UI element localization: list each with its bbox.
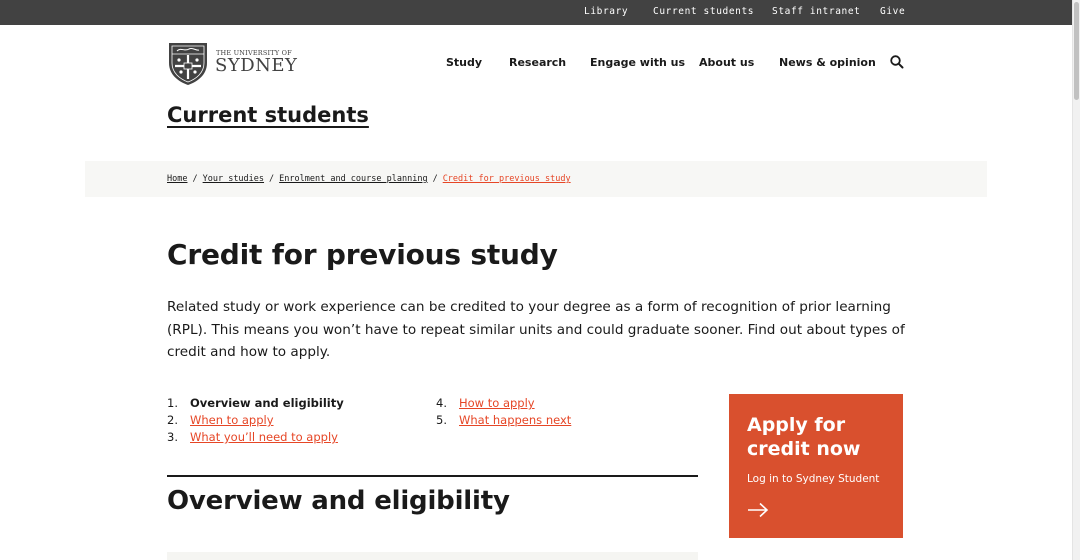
utility-link-library[interactable]: Library xyxy=(584,6,629,17)
breadcrumb-current[interactable]: Credit for previous study xyxy=(442,174,571,184)
arrow-right-icon xyxy=(747,502,769,518)
toc-link-what-you-need[interactable]: What you’ll need to apply xyxy=(190,430,338,444)
breadcrumb-separator: / xyxy=(432,174,438,184)
content-panel-top xyxy=(167,552,698,560)
breadcrumb-separator: / xyxy=(192,174,198,184)
toc-item-overview xyxy=(167,395,344,412)
logo-text-small: THE UNIVERSITY OF xyxy=(216,49,292,57)
breadcrumb-your-studies[interactable]: Your studies xyxy=(202,174,265,184)
apply-credit-cta[interactable] xyxy=(729,394,903,538)
search-button[interactable] xyxy=(889,54,905,70)
breadcrumb-home[interactable]: Home xyxy=(167,174,188,184)
section-divider xyxy=(167,475,698,477)
toc-item-how-to-apply xyxy=(436,395,571,412)
page-intro: Related study or work experience can be credited to your degree as a form of recognition of prior learning (RPL). This means you won’t have to repeat similar units and could graduate sooner. Find out about types of credit and how to apply. xyxy=(167,299,905,360)
breadcrumb-separator: / xyxy=(269,174,275,184)
toc-column-2 xyxy=(436,395,571,429)
toc-number: 1. xyxy=(167,396,178,410)
logo-text-large: SYDNEY xyxy=(215,55,298,76)
breadcrumb-enrolment[interactable]: Enrolment and course planning xyxy=(279,174,428,184)
utility-bar xyxy=(0,0,1072,25)
utility-link-staff-intranet[interactable]: Staff intranet xyxy=(772,6,861,17)
breadcrumb xyxy=(85,161,987,197)
nav-item-news-opinion[interactable]: News & opinion xyxy=(779,56,876,69)
cta-title: Apply for credit now xyxy=(747,414,861,460)
toc-item-what-happens-next xyxy=(436,412,571,429)
toc-number: 3. xyxy=(167,430,178,444)
page-scrollbar[interactable] xyxy=(1072,0,1080,560)
toc-column-1 xyxy=(167,395,344,446)
toc-number: 2. xyxy=(167,413,178,427)
nav-item-engage-with-us[interactable]: Engage with us xyxy=(590,56,686,69)
toc-link-when-to-apply[interactable]: When to apply xyxy=(190,413,274,427)
section-heading: Overview and eligibility xyxy=(167,486,510,516)
site-title[interactable]: Current students xyxy=(167,103,369,127)
utility-link-give[interactable]: Give xyxy=(880,6,906,17)
nav-item-about-us[interactable]: About us xyxy=(699,56,755,69)
toc-number: 5. xyxy=(436,413,447,427)
toc-item-when-to-apply xyxy=(167,412,344,429)
nav-item-research[interactable]: Research xyxy=(509,56,567,69)
search-icon xyxy=(889,54,905,70)
breadcrumb-trail xyxy=(167,174,571,184)
toc-current-label: Overview and eligibility xyxy=(190,396,344,410)
utility-link-current-students[interactable]: Current students xyxy=(653,6,755,17)
toc-number: 4. xyxy=(436,396,447,410)
university-logo[interactable] xyxy=(167,41,297,86)
page-title: Credit for previous study xyxy=(167,238,558,271)
toc-item-what-you-need xyxy=(167,429,344,446)
university-crest-icon xyxy=(167,41,209,86)
cta-subtitle: Log in to Sydney Student xyxy=(747,473,880,485)
toc-link-what-happens-next[interactable]: What happens next xyxy=(459,413,572,427)
toc-link-how-to-apply[interactable]: How to apply xyxy=(459,396,535,410)
scrollbar-thumb[interactable] xyxy=(1074,2,1079,100)
nav-item-study[interactable]: Study xyxy=(446,56,483,69)
